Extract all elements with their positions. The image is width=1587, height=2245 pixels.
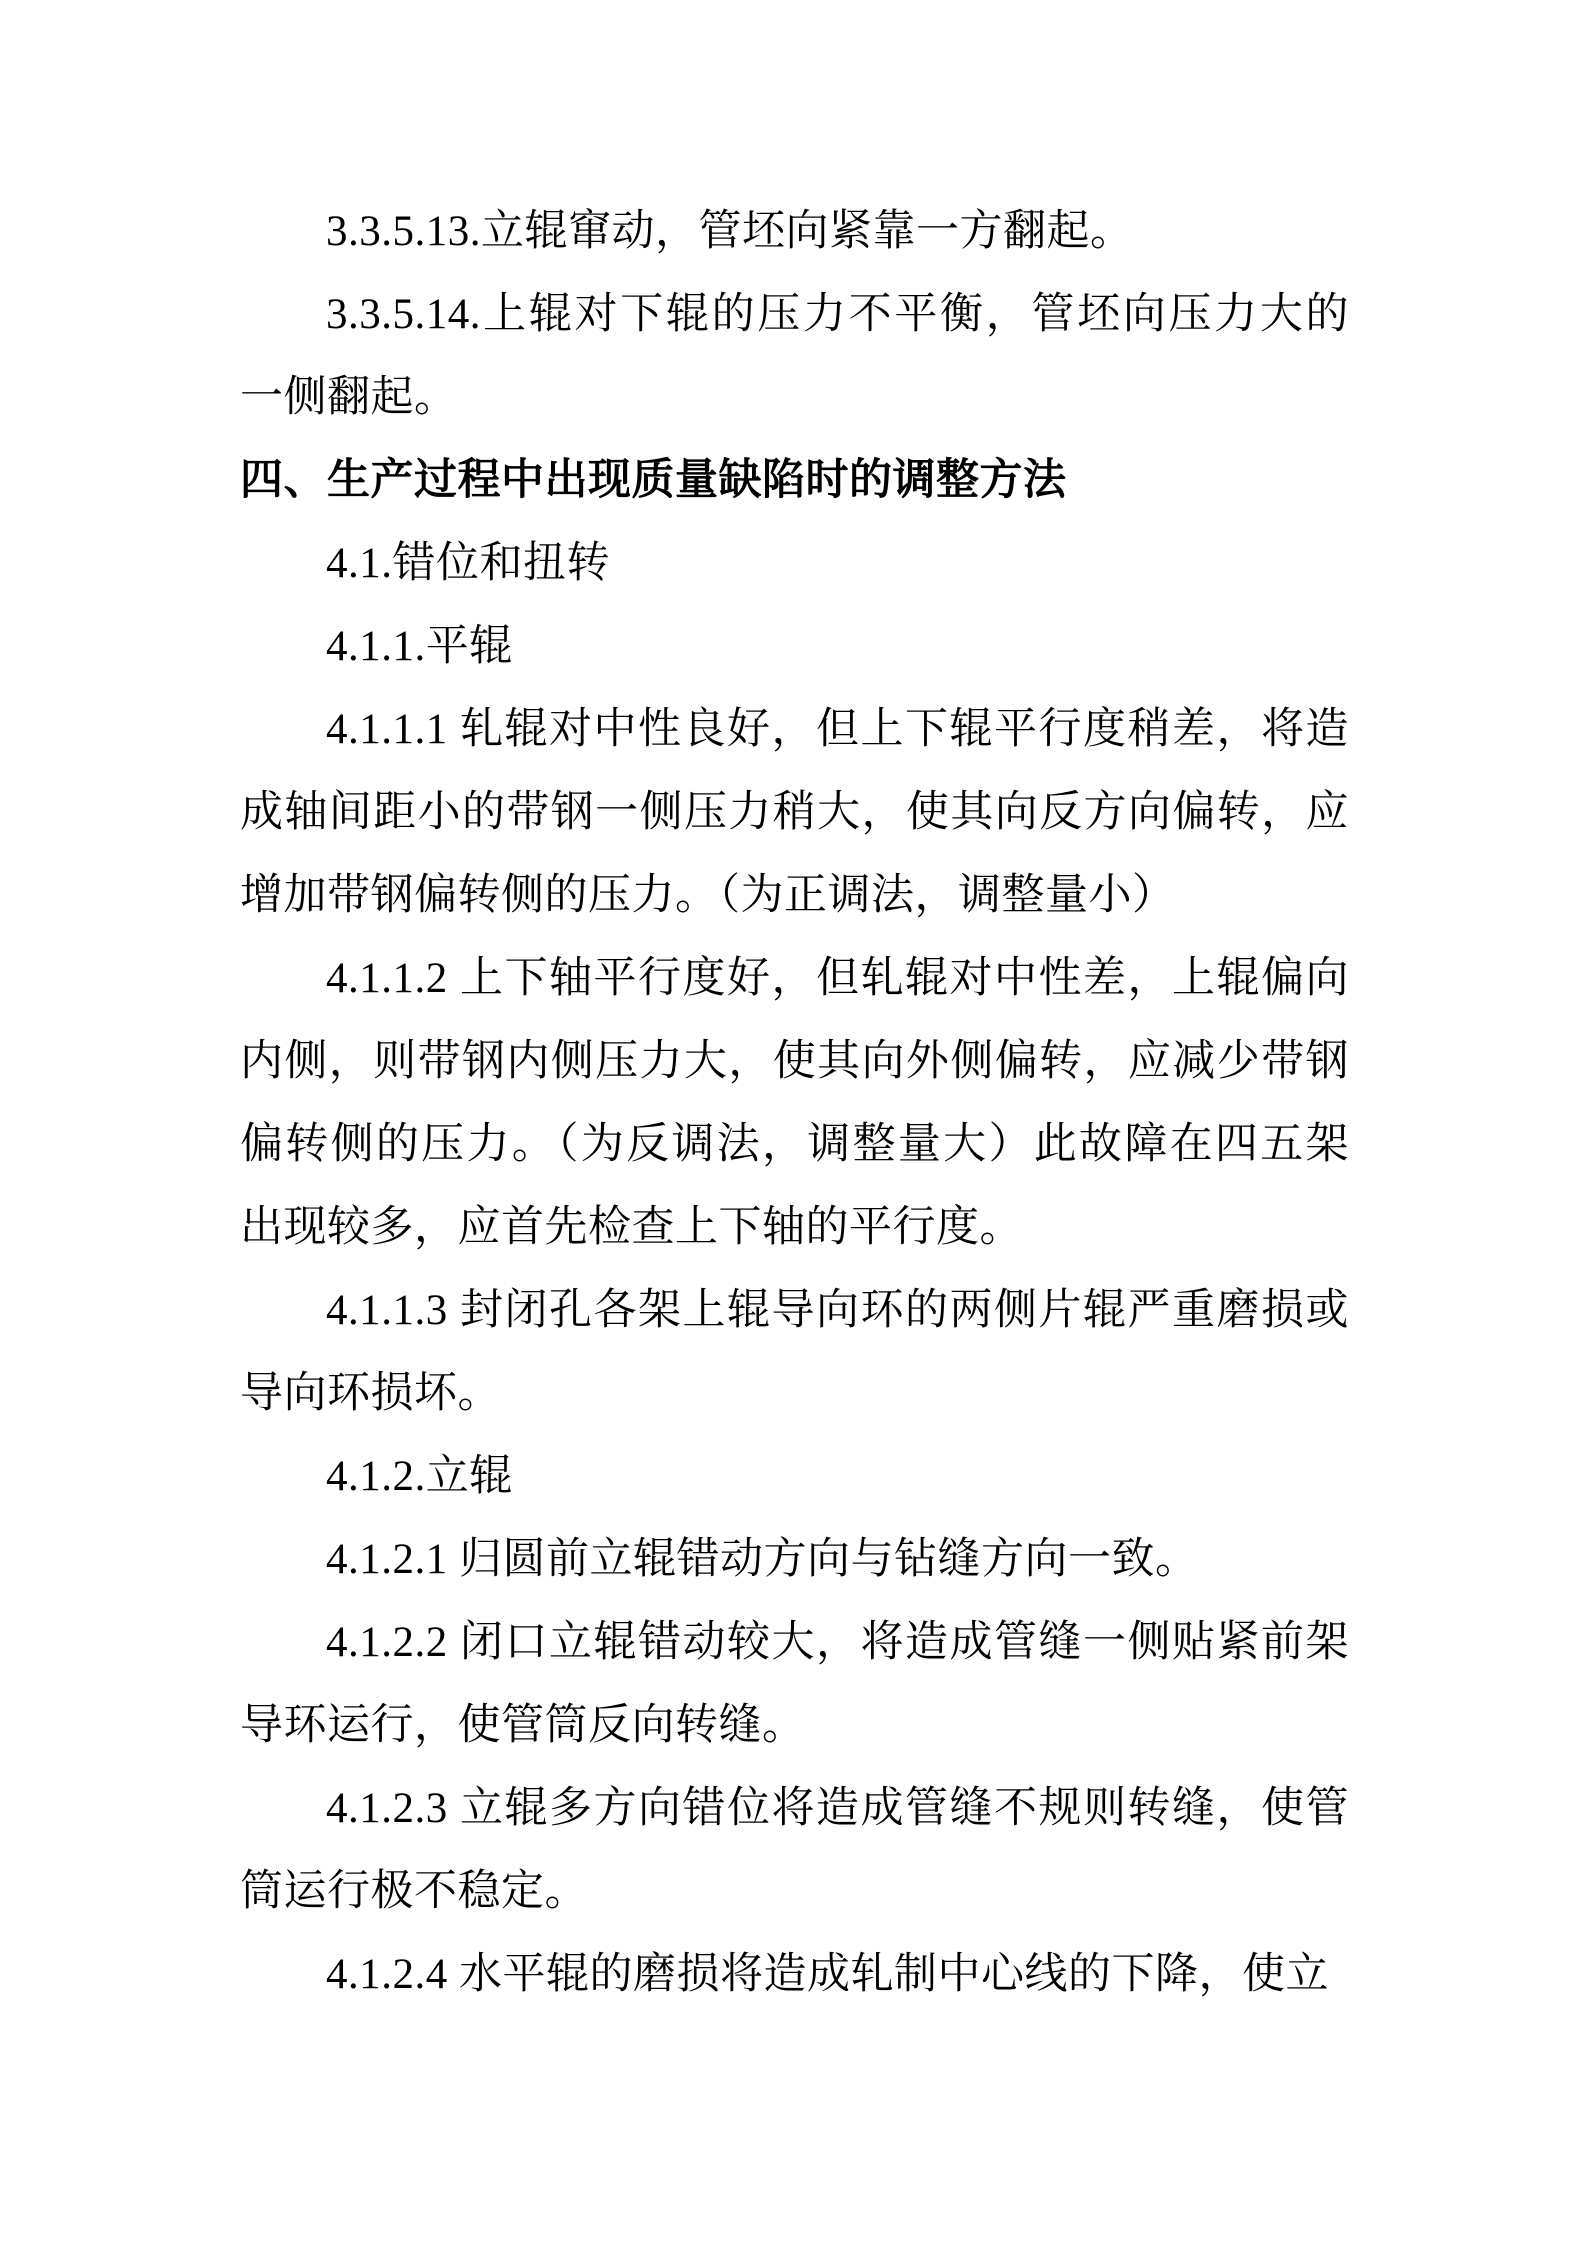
paragraph-4-1-1-1: 4.1.1.1 轧辊对中性良好，但上下辊平行度稍差，将造成轴间距小的带钢一侧压力稍大，使其向反方向偏转，应增加带钢偏转侧的压力。（为正调法，调整量小） [240, 706, 1349, 919]
paragraph-4-1-1-2: 4.1.1.2 上下轴平行度好，但轧辊对中性差，上辊偏向内侧，则带钢内侧压力大，使其向外侧偏转，应减少带钢偏转侧的压力。（为反调法，调整量大）此故障在四五架出现较多，应首先检查上下轴的平行度。 [240, 955, 1349, 1251]
paragraph-4-1-1-3: 4.1.1.3 封闭孔各架上辊导向环的两侧片辊严重磨损或导向环损坏。 [240, 1287, 1349, 1417]
paragraph-4-1-2-3: 4.1.2.3 立辊多方向错位将造成管缝不规则转缝，使管筒运行极不稳定。 [240, 1785, 1349, 1915]
paragraph-4-1-2-4: 4.1.2.4 水平辊的磨损将造成轧制中心线的下降，使立 [326, 1951, 1329, 1998]
paragraph-3-3-5-14: 3.3.5.14.上辊对下辊的压力不平衡，管坯向压力大的一侧翻起。 [240, 291, 1349, 421]
section-heading: 四、生产过程中出现质量缺陷时的调整方法 [240, 457, 1067, 504]
paragraph-3-3-5-13: 3.3.5.13.立辊窜动，管坯向紧靠一方翻起。 [326, 208, 1134, 255]
paragraph-4-1-2-2: 4.1.2.2 闭口立辊错动较大，将造成管缝一侧贴紧前架导环运行，使管筒反向转缝。 [240, 1619, 1349, 1749]
paragraph-4-1-2-1: 4.1.2.1 归圆前立辊错动方向与钻缝方向一致。 [326, 1536, 1199, 1583]
document-body [240, 190, 1349, 2016]
paragraph-4-1-1: 4.1.1.平辊 [326, 623, 513, 670]
paragraph-4-1: 4.1.错位和扭转 [326, 540, 610, 587]
paragraph-4-1-2: 4.1.2.立辊 [326, 1453, 513, 1500]
